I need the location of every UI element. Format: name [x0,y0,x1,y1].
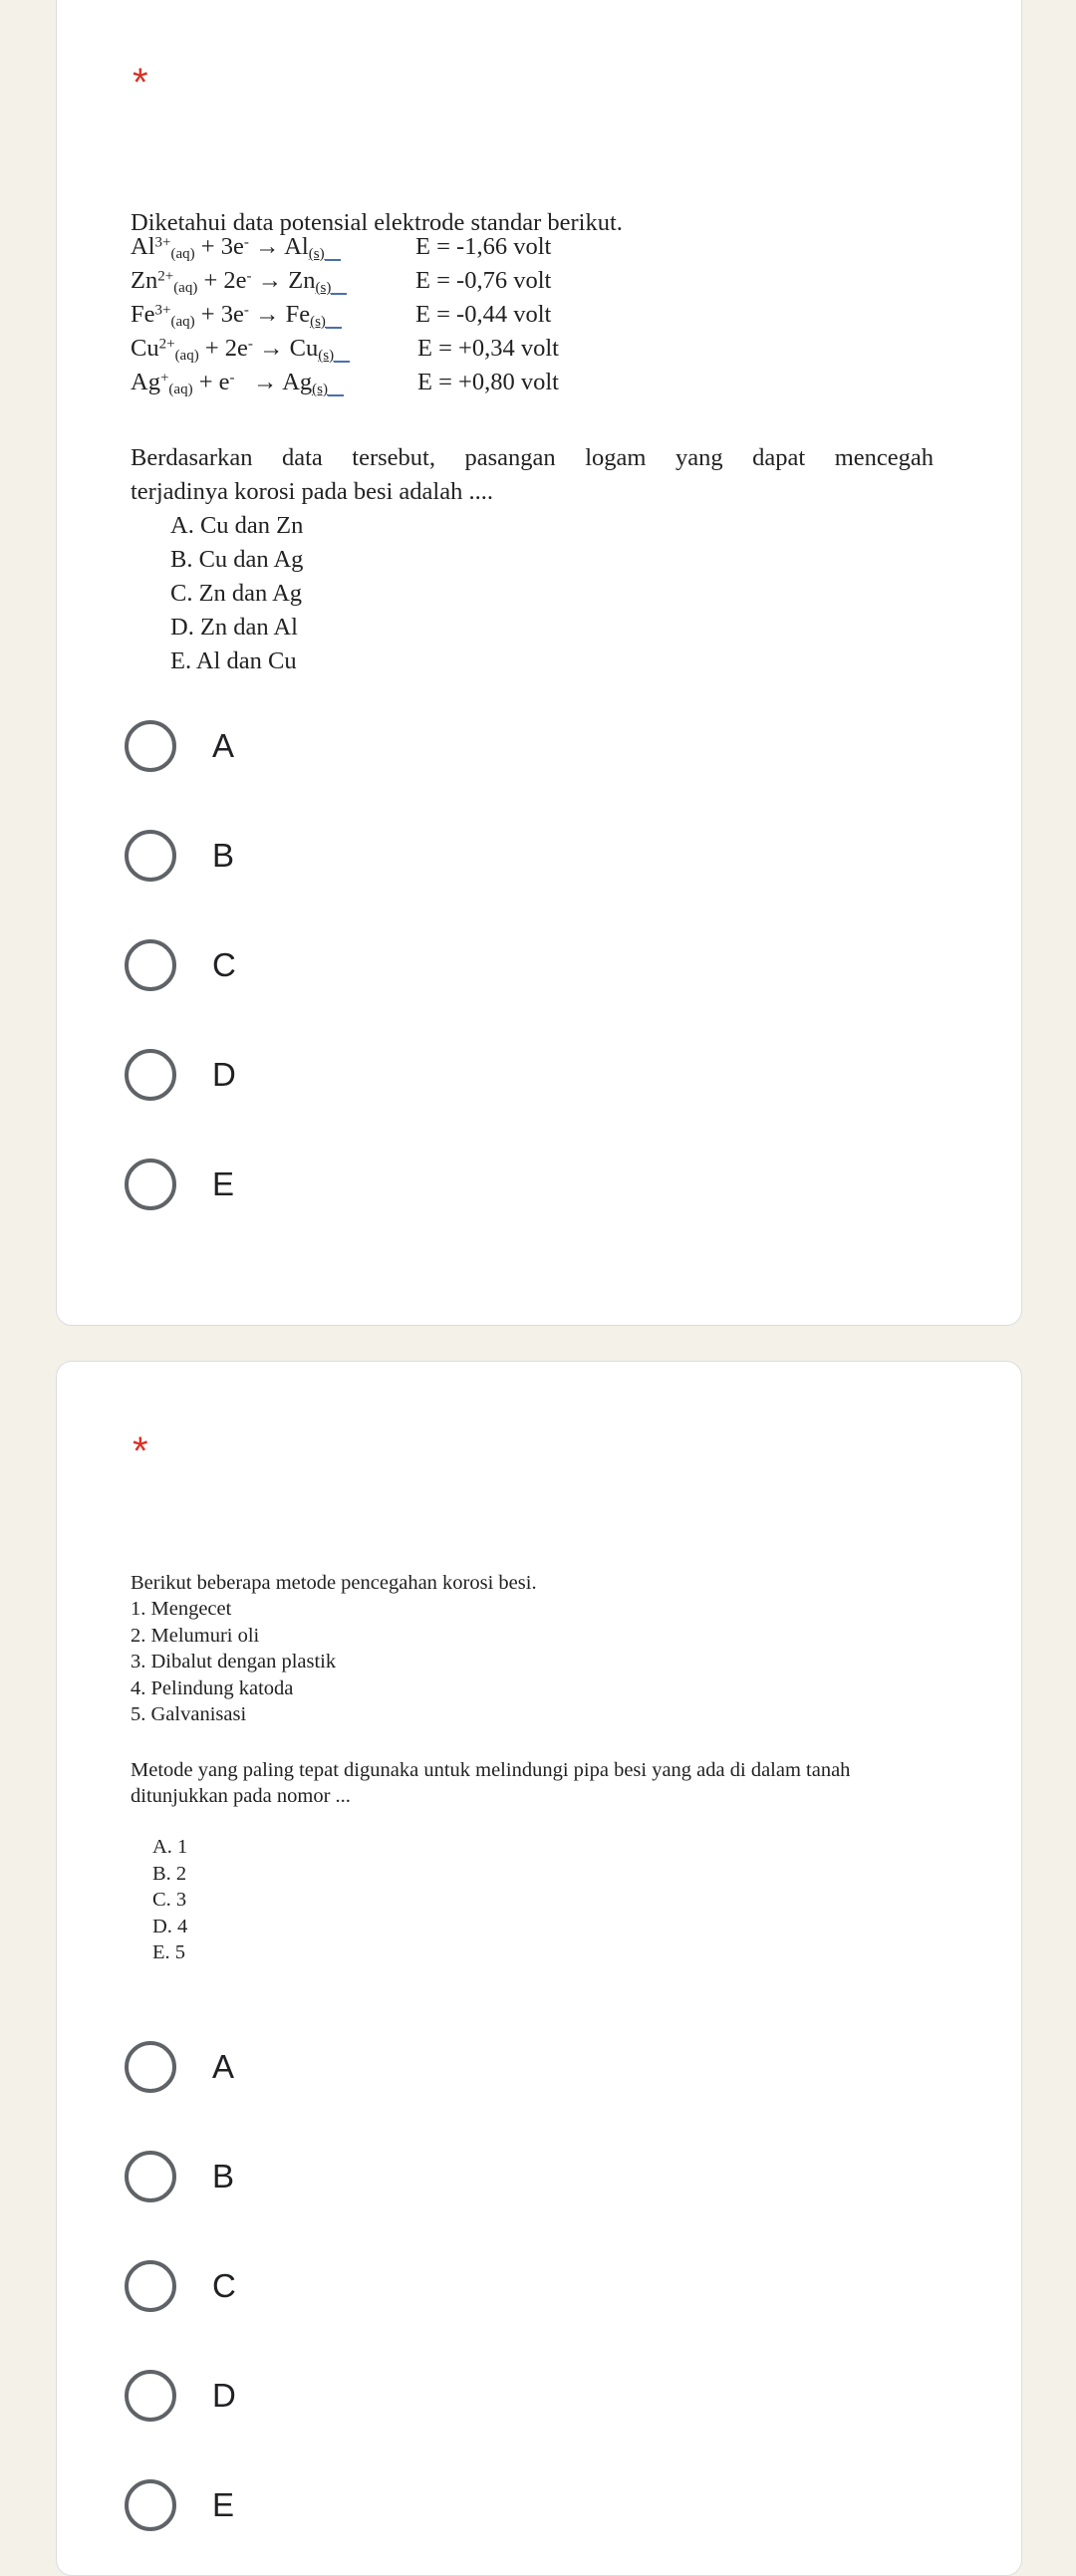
reaction-part: 2+ [158,336,175,353]
reaction-row [131,298,649,332]
answer-choice-text: B. Cu dan Ag [170,546,304,573]
option-label: C [212,946,236,983]
underline-mark [334,361,350,363]
reaction-part: → [234,369,283,395]
question-text-line-2: terjadinya korosi pada besi adalah .... [131,478,493,505]
radio-button[interactable] [125,2479,176,2531]
reaction-equation [131,335,350,362]
required-asterisk: * [133,1429,148,1473]
reaction-part: (s) [310,313,326,330]
reaction-part: + e [192,369,230,395]
reaction-part: + 3e [194,301,244,328]
reaction-part: → [248,233,285,260]
reaction-part: → [252,335,290,362]
reaction-part: + 3e [194,233,244,260]
option-e[interactable] [125,2475,234,2535]
reaction-part: (aq) [170,313,195,330]
reaction-part: (aq) [174,347,199,364]
reaction-part: (s) [318,347,335,364]
reaction-part: - [243,302,249,319]
reaction-equation [131,267,347,294]
reaction-row [131,332,649,366]
electrode-potential: E = +0,80 volt [417,369,559,395]
radio-button[interactable] [125,830,176,882]
reaction-part: + 2e [198,335,248,362]
reaction-part: Zn [288,267,316,294]
solid-state [318,335,350,362]
question-intro: Berikut beberapa metode pencegahan korosi besi. [131,1572,537,1594]
solid-state [312,369,344,395]
answer-choice-text: B. 2 [152,1862,187,1885]
option-label: D [212,1056,236,1093]
underline-mark [325,259,341,261]
reaction-part: (aq) [168,381,193,397]
electrode-potential: E = -0,76 volt [415,267,552,294]
radio-button[interactable] [125,2151,176,2202]
radio-button[interactable] [125,1049,176,1101]
underline-mark [328,394,344,396]
reaction-part: - [246,268,252,285]
electrode-potential: E = -1,66 volt [415,233,552,260]
radio-button[interactable] [125,2041,176,2093]
reaction-part: → [248,301,286,328]
radio-button[interactable] [125,1159,176,1210]
solid-state [316,267,348,294]
reaction-part: 3+ [154,234,171,251]
radio-button[interactable] [125,2370,176,2422]
reaction-part: (s) [315,279,332,296]
option-b[interactable] [125,2147,234,2206]
reaction-part: (s) [308,245,325,262]
reaction-part: Ag [131,369,160,395]
radio-button[interactable] [125,720,176,772]
answer-choice-text: E. Al dan Cu [170,647,297,674]
reaction-part: (aq) [170,245,195,262]
reaction-part: Fe [285,301,311,328]
underline-mark [326,327,342,329]
solid-state [309,233,341,260]
reaction-part: Fe [131,301,155,328]
reaction-part: Ag [282,369,313,395]
option-label: E [212,2486,235,2523]
option-label: B [212,837,235,874]
option-c[interactable] [125,935,236,995]
answer-choice-text: A. Cu dan Zn [170,512,304,539]
reaction-part: (aq) [173,279,198,296]
underline-mark [331,293,347,295]
reaction-part: - [229,370,235,386]
reaction-row [131,230,649,264]
reaction-part: Cu [131,335,159,362]
answer-choice-text: A. 1 [152,1836,188,1858]
reaction-part: Al [284,233,309,260]
method-item: 5. Galvanisasi [131,1703,247,1725]
option-label: D [212,2377,236,2414]
solid-state [310,301,342,328]
reaction-row [131,366,649,399]
reaction-equation [131,233,341,260]
reaction-equation [131,369,344,395]
reaction-part: - [247,336,253,353]
answer-choice-text: D. Zn dan Al [170,614,298,641]
option-e[interactable] [125,1155,234,1214]
question-text-line-2: ditunjukkan pada nomor ... [131,1785,351,1807]
reaction-equation [131,301,342,328]
reaction-part: (s) [312,381,328,397]
answer-choice-text: E. 5 [152,1941,186,1963]
answer-choice-text: C. 3 [152,1889,187,1911]
option-c[interactable] [125,2256,236,2316]
option-label: A [212,727,235,764]
option-label: B [212,2158,235,2194]
radio-button[interactable] [125,939,176,991]
option-d[interactable] [125,2366,236,2426]
answer-choice-text: C. Zn dan Ag [170,580,303,607]
reaction-part: - [243,234,249,251]
reaction-part: 3+ [154,302,171,319]
answer-choice-text: D. 4 [152,1915,188,1937]
reaction-part: Zn [131,267,158,294]
electrode-potential: E = -0,44 volt [415,301,552,328]
option-a[interactable] [125,716,234,776]
reaction-part: Cu [289,335,319,362]
question-card-2 [56,1361,1022,2576]
question-card-1 [56,0,1022,1326]
reaction-part: → [251,267,289,294]
method-item: 1. Mengecet [131,1598,232,1620]
question-text-line-1: Berdasarkan data tersebut, pasangan logam yang dapat mencegah [131,444,934,471]
option-a[interactable] [125,2037,234,2097]
method-item: 3. Dibalut dengan plastik [131,1651,337,1673]
reaction-part: Al [131,233,155,260]
question-intro: Diketahui data potensial elektrode standar berikut. [131,209,623,236]
method-item: 4. Pelindung katoda [131,1676,294,1699]
radio-button[interactable] [125,2260,176,2312]
reaction-part: + [159,370,169,386]
reaction-part: 2+ [157,268,174,285]
question-text-line-1: Metode yang paling tepat digunaka untuk melindungi pipa besi yang ada di dalam tanah [131,1759,851,1781]
required-asterisk: * [133,61,148,105]
option-d[interactable] [125,1045,236,1105]
option-b[interactable] [125,826,234,886]
electrode-potential: E = +0,34 volt [417,335,559,362]
method-item: 2. Melumuri oli [131,1624,260,1647]
reaction-row [131,264,649,298]
option-label: C [212,2267,236,2304]
option-label: A [212,2048,235,2085]
option-label: E [212,1165,235,1202]
reaction-part: + 2e [197,267,247,294]
